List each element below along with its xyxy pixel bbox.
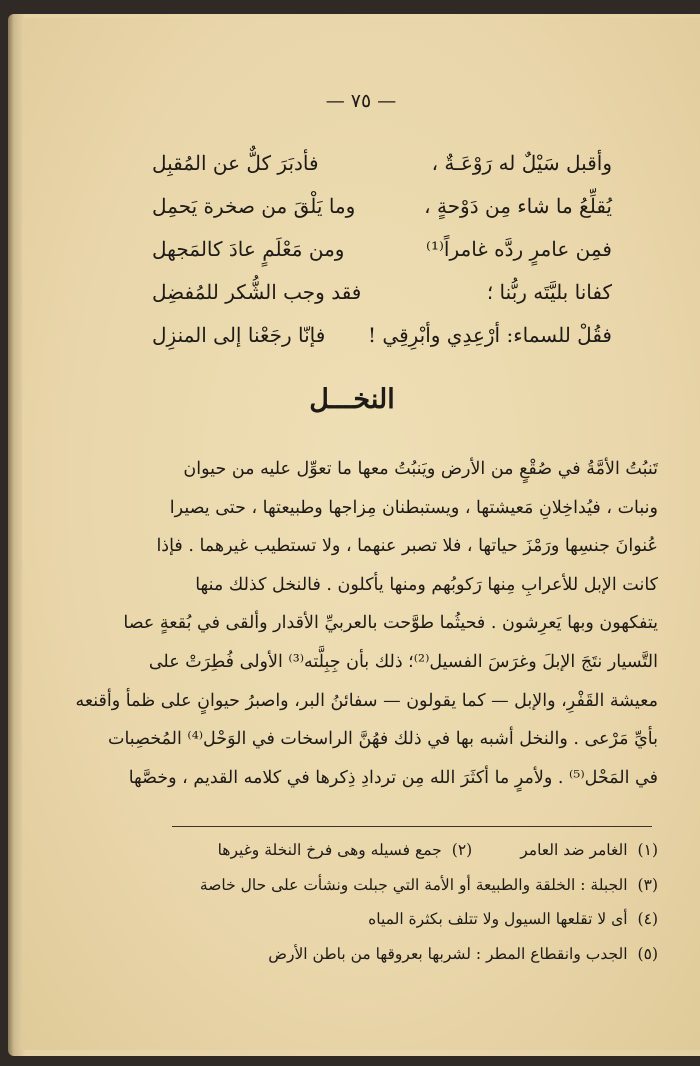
footnote-5 xyxy=(130,937,658,972)
verse-second-hemistich: فقد وجب الشُّكر للمُفضِل xyxy=(152,280,362,304)
prose-line: معيشة القَفْرِ، والإبل — كما يقولون — سفائنُ البر، واصبرُ حيوانٍ على ظمأ وأقنعه xyxy=(75,690,658,711)
verse-first-hemistich: كفانا بليَّتَه ربُّنا ؛ xyxy=(486,280,612,304)
footnote-text: الجبلة : الخلقة والطبيعة أو الأمة التي جبلت ونشأت على حال خاصة xyxy=(199,875,628,894)
footnote-row xyxy=(130,833,658,868)
prose-line: يتفكهون وبها يَعرِشون . فحيثُما طوَّحت بالعربيِّ الأقدار وألقى في بُقعةٍ عصا xyxy=(123,613,658,634)
footnote-text: أى لا تقلعها السيول ولا تتلف بكثرة المياه xyxy=(368,910,628,928)
verse-second-hemistich: فأدبَرَ كلٌّ عن المُقبِل xyxy=(152,151,319,175)
footnote-divider xyxy=(172,826,652,827)
prose-line: ونبات ، فيُداخِلانِ مَعيشتها ، ويستبطنان مِزاجها وطبيعتها ، حتى يصيرا xyxy=(169,497,658,518)
prose-line: كانت الإبل للأعرابِ مِنها رَكوبُهم ومنها يأكلون . فالنخل كذلك منها xyxy=(195,574,658,595)
footnote-number: (١) xyxy=(637,841,658,859)
footnote-number: (٥) xyxy=(637,944,658,963)
prose-line: تَنبُتُ الأمَّةُ في صُقْعٍ من الأرض ويَنبُتُ معها ما تعوِّل عليه من حيوان xyxy=(183,459,658,479)
prose-line: في المَحْل⁽⁵⁾ . ولأمرٍ ما أكثَرَ الله مِن تردادِ ذِكرها في كلامه القديم ، وخصَّها xyxy=(128,767,658,788)
verse-second-hemistich: وما يَلْقَ من صخرة يَحمِل xyxy=(152,194,356,218)
poem-verse xyxy=(152,185,612,228)
poem-verse xyxy=(152,314,612,357)
prose-line: التَّسيار نتَجَ الإبلَ وغرَسَ الفسيل⁽²⁾؛ ذلك بأن جِبِلَّته⁽³⁾ الأولى فُطِرَتْ على xyxy=(148,651,658,672)
prose-line: عُنوانَ جنسِها ورَمْزَ حياتها ، فلا تصبر عنهما ، ولا تستطيب غيرهما . فإذا xyxy=(156,536,658,557)
poem-verse xyxy=(152,142,612,185)
section-title: النخـــل xyxy=(309,384,395,415)
footnote-text: الغامر ضد العامر xyxy=(520,841,628,859)
verse-first-hemistich: فقُلْ للسماء: أرْعِدِي وأبْرِقِي ! xyxy=(368,323,612,347)
verse-first-hemistich: وأقبل سَيْلٌ له رَوْعَـةٌ ، xyxy=(431,151,612,175)
footnote-1 xyxy=(520,833,658,868)
verse-first-hemistich: يُقلِّعُ ما شاء مِن دَوْحةٍ ، xyxy=(424,194,612,218)
footnote-number: (٤) xyxy=(637,910,658,928)
footnote-3 xyxy=(130,868,658,903)
page-number: — ٧٥ — xyxy=(325,90,397,112)
footnote-number: (٢) xyxy=(451,841,473,859)
footnote-2 xyxy=(218,833,473,868)
prose-line: بأيِّ مَرْعى . والنخل أشبه بها في ذلك فهُنَّ الراسخات في الوَحْل⁽⁴⁾ المُخصِبات xyxy=(107,729,658,750)
book-page xyxy=(22,18,700,1050)
footnotes xyxy=(130,833,658,971)
poem-verse xyxy=(152,271,612,314)
footnote-4 xyxy=(130,902,658,937)
verse-second-hemistich: ومن مَعْلَمٍ عادَ كالمَجهل xyxy=(152,237,345,261)
verse-first-hemistich: فمِن عامرٍ ردَّه غامراً⁽¹⁾ xyxy=(426,237,612,261)
footnote-number: (٣) xyxy=(637,875,658,894)
poem xyxy=(152,142,612,357)
poem-verse xyxy=(152,228,612,271)
verse-second-hemistich: فإنّا رجَعْنا إلى المنزِل xyxy=(152,323,326,347)
prose-paragraph xyxy=(75,450,658,797)
footnote-text: جمع فسيله وهى فرخ النخلة وغيرها xyxy=(217,841,442,859)
footnote-text: الجدب وانقطاع المطر : لشربها بعروقها من باطن الأرض xyxy=(268,944,628,963)
